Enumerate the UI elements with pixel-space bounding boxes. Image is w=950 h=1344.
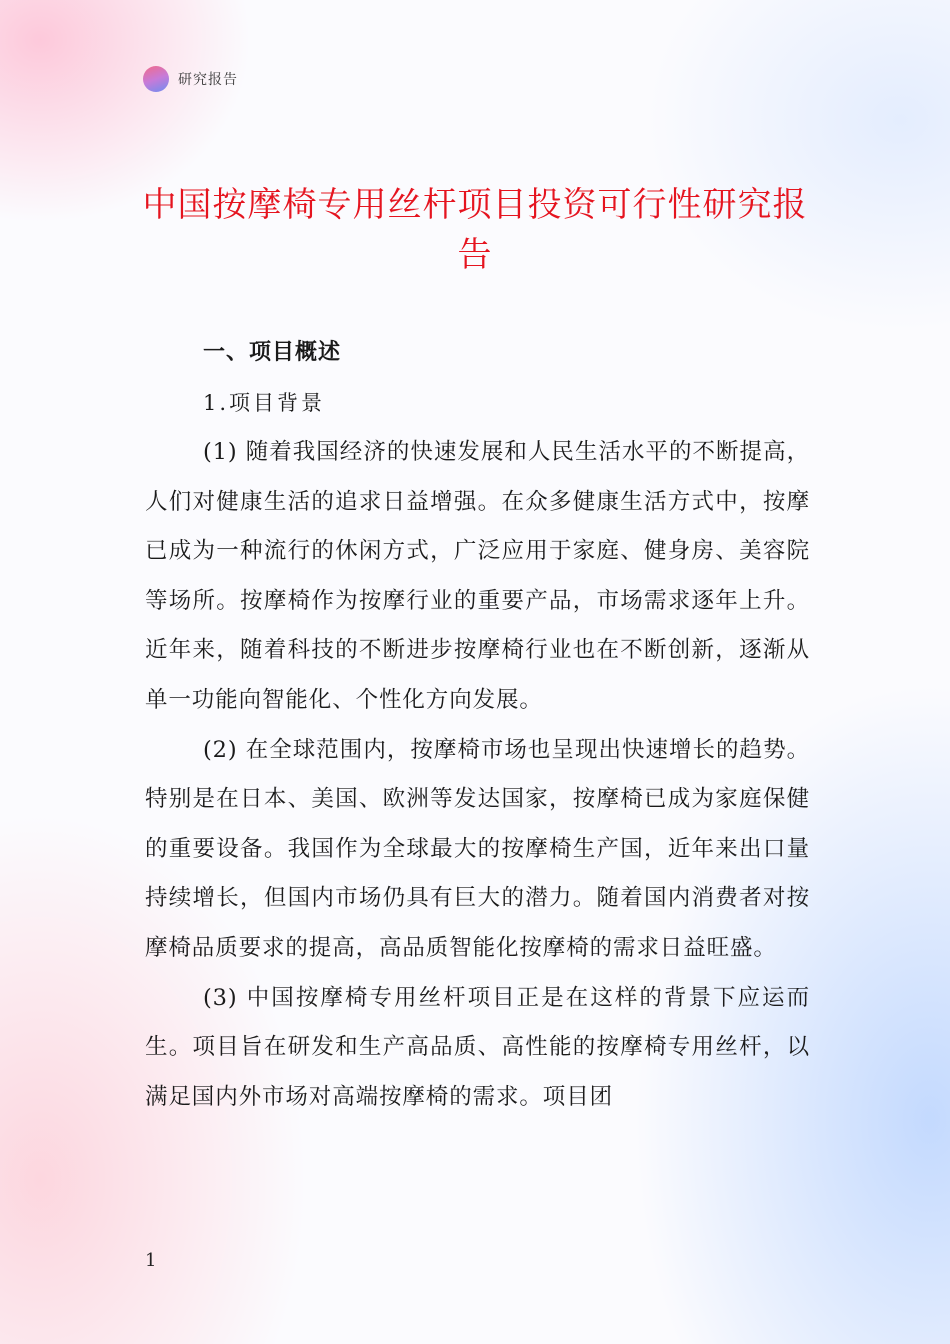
page-number: 1	[145, 1250, 157, 1271]
paragraph-2: (2) 在全球范围内，按摩椅市场也呈现出快速增长的趋势。特别是在日本、美国、欧洲等发达国家，按摩椅已成为家庭保健的重要设备。我国作为全球最大的按摩椅生产国，近年来出口量持续增长，但国内市场仍具有巨大的潜力。随着国内消费者对按摩椅品质要求的提高，高品质智能化按摩椅的需求日益旺盛。	[145, 736, 810, 961]
paragraph-3: (3) 中国按摩椅专用丝杆项目正是在这样的背景下应运而生。项目旨在研发和生产高品质、高性能的按摩椅专用丝杆，以满足国内外市场对高端按摩椅的需求。项目团	[145, 984, 810, 1110]
page-header	[143, 66, 238, 92]
logo-icon	[143, 66, 169, 92]
paragraph-1: (1) 随着我国经济的快速发展和人民生活水平的不断提高，人们对健康生活的追求日益增强。在众多健康生活方式中，按摩已成为一种流行的休闲方式，广泛应用于家庭、健身房、美容院等场所。按摩椅作为按摩行业的重要产品，市场需求逐年上升。近年来，随着科技的不断进步按摩椅行业也在不断创新，逐渐从单一功能向智能化、个性化方向发展。	[145, 439, 810, 713]
document-title: 中国按摩椅专用丝杆项目投资可行性研究报告	[142, 185, 808, 275]
section-heading: 一、项目概述	[203, 340, 342, 365]
body-text	[145, 428, 810, 1122]
sub-heading: 1.项目背景	[203, 391, 326, 415]
header-label: 研究报告	[178, 72, 238, 88]
